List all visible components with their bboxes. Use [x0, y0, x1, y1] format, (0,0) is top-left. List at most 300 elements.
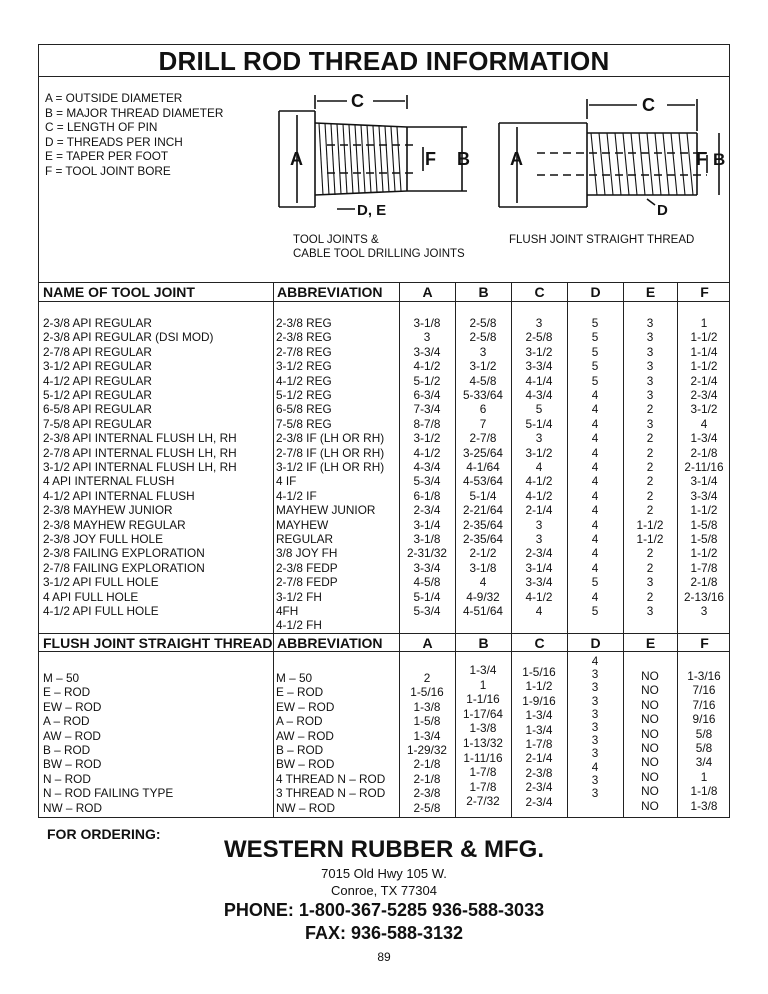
- table-cell: 5: [591, 359, 599, 374]
- table-cell: 2-5/8: [525, 330, 553, 345]
- table-cell: 1: [700, 316, 708, 330]
- table-cell: NO: [641, 755, 659, 770]
- table-cell: 4: [591, 517, 599, 532]
- table-cell: NW – ROD: [276, 800, 335, 815]
- table-row: [39, 561, 731, 575]
- table-cell: 2-7/8 FEDP: [276, 575, 338, 590]
- table-cell: 4: [591, 388, 599, 402]
- table-cell: 2: [646, 589, 654, 604]
- table-cell: 4: [479, 575, 487, 590]
- table-cell: 2-3/4: [690, 388, 718, 402]
- table-cell: 3-1/8: [413, 532, 441, 546]
- table-cell: 4: [591, 503, 599, 518]
- table-cell: 3-1/4: [690, 474, 718, 489]
- table-cell: NW – ROD: [43, 800, 102, 815]
- table-cell: 2-5/8: [469, 330, 497, 345]
- table-cell: 3: [479, 344, 487, 359]
- table-cell: 3-1/4: [413, 517, 441, 532]
- table-cell: 2-7/8 FAILING EXPLORATION: [43, 560, 205, 575]
- table-cell: 1-5/16: [522, 665, 556, 679]
- column-rule: [273, 283, 274, 818]
- table-cell: 5: [591, 373, 599, 388]
- table-cell: EW – ROD: [43, 699, 102, 714]
- pin-threads: [319, 123, 401, 195]
- table-cell: 1-13/32: [462, 736, 503, 750]
- table-cell: NO: [641, 697, 659, 712]
- column-header: B: [455, 283, 511, 302]
- table-cell: 3: [535, 532, 543, 546]
- table-cell: 5: [591, 344, 599, 359]
- table-cell: 4-1/2 IF: [276, 488, 317, 503]
- table-cell: 2-5/8: [469, 316, 497, 330]
- table-cell: MAYHEW: [276, 517, 329, 532]
- table-cell: 3-25/64: [462, 445, 503, 460]
- column-header: F: [677, 634, 731, 653]
- column-header: ABBREVIATION: [273, 634, 399, 653]
- label-f: F: [425, 149, 436, 169]
- table-row: [39, 590, 731, 604]
- table-cell: 4-1/2 REG: [276, 373, 332, 388]
- table-cell: 7-5/8 REG: [276, 416, 332, 431]
- table-cell: 3: [535, 517, 543, 532]
- table-cell: 2-1/4: [525, 751, 553, 766]
- column-header: C: [511, 634, 567, 653]
- table-cell: 3: [646, 330, 654, 345]
- table-row: [39, 474, 731, 488]
- table-cell: 4-53/64: [462, 474, 503, 489]
- table-cell: 1-1/2: [690, 359, 718, 374]
- table-cell: AW – ROD: [43, 728, 101, 743]
- table-cell: 6-5/8 API REGULAR: [43, 402, 152, 417]
- table-cell: 4: [700, 416, 708, 431]
- table-cell: MAYHEW JUNIOR: [276, 503, 376, 518]
- table-cell: 3: [591, 746, 599, 761]
- table-cell: N – ROD: [43, 771, 91, 786]
- table-cell: 4: [535, 604, 543, 618]
- column-header: F: [677, 283, 731, 302]
- table-cell: 3: [591, 720, 599, 734]
- table-cell: 3: [646, 359, 654, 374]
- table-cell: 4-1/2 API FULL HOLE: [43, 604, 159, 618]
- table-cell: 4-1/2: [525, 474, 553, 489]
- table-row: [39, 402, 731, 416]
- table-cell: 1-3/4: [413, 728, 441, 743]
- table-cell: 1-1/8: [690, 784, 718, 799]
- table-cell: 3: [535, 316, 543, 330]
- table-cell: 2-7/8 API REGULAR: [43, 344, 152, 359]
- table-cell: 2-3/8 API REGULAR: [43, 316, 152, 330]
- label-d-right: D: [657, 202, 668, 219]
- table-row: [39, 575, 731, 589]
- table-row: [39, 604, 731, 618]
- table-cell: 3-1/2: [525, 344, 553, 359]
- table-cell: 2-3/8 REG: [276, 330, 332, 345]
- table-cell: 1-7/8: [690, 560, 718, 575]
- table-cell: B – ROD: [43, 743, 91, 757]
- table-cell: 1-1/4: [690, 344, 718, 359]
- table-cell: E – ROD: [276, 685, 324, 700]
- table-cell: 2-3/8 REG: [276, 316, 332, 330]
- table-cell: 1-1/2: [525, 679, 553, 694]
- table-cell: 1-5/8: [413, 714, 441, 729]
- table-cell: 7: [479, 416, 487, 431]
- table-cell: 2-21/64: [462, 503, 503, 518]
- table-cell: 1-3/8: [690, 798, 718, 813]
- column-rule: [623, 283, 624, 818]
- label-f-right: F: [696, 149, 707, 169]
- table-cell: 4: [591, 431, 599, 446]
- table-cell: 2-35/64: [462, 532, 503, 546]
- label-de: D, E: [357, 202, 387, 219]
- table-cell: NO: [641, 712, 659, 727]
- legend-item: B = MAJOR THREAD DIAMETER: [45, 105, 224, 120]
- table-cell: 2-1/8: [690, 445, 718, 460]
- table-cell: 3-1/2: [690, 402, 718, 417]
- label-a-right: A: [510, 149, 523, 169]
- table-cell: 2-3/8 API INTERNAL FLUSH LH, RH: [43, 431, 237, 446]
- table-cell: BW – ROD: [276, 757, 335, 772]
- table-cell: 1-3/4: [525, 708, 553, 723]
- table-cell: 4: [591, 460, 599, 474]
- table-cell: 2-7/8 REG: [276, 344, 332, 359]
- phone-line: PHONE: 1-800-367-5285 936-588-3033: [223, 900, 545, 920]
- table-cell: 1-5/8: [690, 532, 718, 546]
- table-cell: 4: [591, 532, 599, 546]
- table-cell: 3: [646, 373, 654, 388]
- table-cell: REGULAR: [276, 532, 334, 546]
- table-cell: 1-5/8: [690, 517, 718, 532]
- table-cell: 5: [591, 316, 599, 330]
- table-cell: 4: [591, 560, 599, 575]
- table-cell: NO: [641, 741, 659, 755]
- table-row: [39, 503, 731, 517]
- table-cell: 8-7/8: [413, 416, 441, 431]
- table-cell: 1-1/2: [690, 330, 718, 345]
- column-rule: [677, 283, 678, 818]
- table-cell: 5/8: [695, 726, 713, 741]
- table-cell: 3-1/2 API REGULAR: [43, 359, 152, 374]
- table-cell: 4-1/2: [525, 488, 553, 503]
- table-cell: 4-1/2: [525, 589, 553, 604]
- table-cell: 9/16: [692, 712, 716, 727]
- table-cell: 2: [646, 431, 654, 446]
- legend-item: A = OUTSIDE DIAMETER: [45, 91, 183, 105]
- caption-line: CABLE TOOL DRILLING JOINTS: [293, 248, 465, 260]
- table-cell: 1-7/8: [525, 737, 553, 751]
- table-cell: 5-1/2 REG: [276, 388, 332, 402]
- table-cell: E – ROD: [43, 685, 91, 700]
- table-cell: 7/16: [692, 683, 716, 698]
- table-cell: 3-1/8: [413, 316, 441, 330]
- legend-item: F = TOOL JOINT BORE: [45, 163, 171, 178]
- table-row: [39, 417, 731, 431]
- table-cell: 2-3/8: [525, 765, 553, 780]
- table-cell: 3-3/4: [690, 488, 718, 503]
- table-cell: 3: [591, 772, 599, 787]
- thread-diagram: [267, 91, 727, 221]
- table-cell: 3: [700, 604, 708, 618]
- table-row: [39, 388, 731, 402]
- table-cell: 2-13/16: [683, 589, 724, 604]
- table-cell: 4-1/2: [413, 445, 441, 460]
- column-header: FLUSH JOINT STRAIGHT THREAD: [43, 635, 273, 651]
- table-cell: 4-1/2 API INTERNAL FLUSH: [43, 488, 195, 503]
- table-cell: 1-1/2: [636, 517, 664, 532]
- table-cell: 3-1/8: [469, 560, 497, 575]
- table-cell: 4-1/2 FH: [276, 618, 322, 633]
- table-cell: NO: [641, 683, 659, 698]
- company-name: WESTERN RUBBER & MFG.: [224, 836, 544, 863]
- table-cell: 3-1/2: [469, 359, 497, 374]
- table-cell: 4-3/4: [413, 460, 441, 474]
- diagram-caption-right: FLUSH JOINT STRAIGHT THREAD: [509, 234, 695, 246]
- table-cell: 1-3/8: [413, 699, 441, 714]
- table-cell: 3: [646, 604, 654, 618]
- table-row: [39, 374, 731, 388]
- table-row: [39, 518, 731, 532]
- table-cell: 2: [646, 445, 654, 460]
- table-cell: 2: [646, 488, 654, 503]
- column-header: D: [567, 634, 623, 653]
- table-cell: 5-1/4: [413, 589, 441, 604]
- table-cell: 3: [591, 733, 599, 748]
- fax-line: FAX: 936-588-3132: [304, 923, 464, 943]
- table-cell: 7-5/8 API REGULAR: [43, 416, 152, 431]
- table-cell: 2: [646, 546, 654, 561]
- column-header: B: [455, 634, 511, 653]
- column-header: E: [623, 634, 677, 653]
- table-cell: 2: [646, 503, 654, 518]
- table-cell: 3/8 JOY FH: [276, 546, 338, 561]
- table-cell: 4: [591, 445, 599, 460]
- table-cell: 3: [646, 316, 654, 330]
- table-cell: 1: [700, 769, 708, 784]
- table-cell: 5-33/64: [462, 388, 503, 402]
- table-cell: 5: [591, 575, 599, 590]
- table-cell: 1-7/8: [469, 779, 497, 794]
- table-cell: 1-3/8: [469, 721, 497, 736]
- table-cell: 4 THREAD N – ROD: [276, 771, 386, 786]
- table-row: [39, 532, 731, 546]
- table-cell: 2: [646, 474, 654, 489]
- table-cell: 3-3/4: [413, 560, 441, 575]
- column-header: E: [623, 283, 677, 302]
- table-cell: 1-1/2: [690, 546, 718, 561]
- table-cell: 4-1/2 API REGULAR: [43, 373, 152, 388]
- column-rule: [511, 283, 512, 818]
- table-cell: 4FH: [276, 604, 299, 618]
- table-cell: 2-3/4: [413, 503, 441, 518]
- table-cell: A – ROD: [276, 714, 323, 729]
- address-line-2: Conroe, TX 77304: [331, 883, 437, 898]
- label-b-right: B: [713, 150, 726, 169]
- table-cell: 4: [535, 460, 543, 474]
- table-cell: 5-1/4: [469, 488, 497, 503]
- table-cell: NO: [641, 784, 659, 799]
- table-cell: 4-1/2: [413, 359, 441, 374]
- table-row: [39, 431, 731, 445]
- table-cell: 2-3/8 MAYHEW REGULAR: [43, 517, 186, 532]
- table-cell: 5: [591, 604, 599, 618]
- table-cell: 3-1/2 API FULL HOLE: [43, 575, 159, 590]
- legend: [45, 91, 223, 178]
- table-cell: M – 50: [276, 671, 313, 685]
- table-cell: 4-1/4: [525, 373, 553, 388]
- address-line-1: 7015 Old Hwy 105 W.: [321, 866, 447, 881]
- table-cell: 3 THREAD N – ROD: [276, 786, 386, 801]
- label-b: B: [457, 149, 470, 169]
- table-cell: 4: [591, 654, 599, 668]
- table-row: [39, 546, 731, 560]
- table-cell: 4 IF: [276, 474, 297, 489]
- column-rule: [399, 283, 400, 818]
- table-cell: 7/16: [692, 697, 716, 712]
- table-cell: NO: [641, 769, 659, 784]
- table-cell: 2-31/32: [406, 546, 447, 561]
- table-cell: 6-3/4: [413, 388, 441, 402]
- legend-item: C = LENGTH OF PIN: [45, 120, 158, 134]
- table-cell: 5-1/2 API REGULAR: [43, 388, 152, 402]
- table1-header: [39, 283, 729, 302]
- table-cell: 5-3/4: [413, 474, 441, 489]
- table-cell: 1-3/4: [525, 722, 553, 737]
- table2-header: [39, 633, 729, 652]
- legend-item: D = THREADS PER INCH: [45, 134, 183, 149]
- table-cell: 6-5/8 REG: [276, 402, 332, 417]
- table-cell: 3: [591, 706, 599, 721]
- table-cell: 2-7/32: [466, 794, 500, 809]
- table-cell: 3/4: [695, 755, 713, 770]
- table-cell: 3-1/2 FH: [276, 589, 322, 604]
- table-cell: 6: [479, 402, 487, 417]
- table-cell: 1: [479, 677, 487, 692]
- table-cell: 1-9/16: [522, 693, 556, 708]
- table-cell: 3: [646, 388, 654, 402]
- column-header: A: [399, 283, 455, 302]
- table-cell: 2-1/8: [690, 575, 718, 590]
- table-cell: 3-1/2 API INTERNAL FLUSH LH, RH: [43, 460, 237, 474]
- table-cell: 1-7/8: [469, 765, 497, 780]
- table-cell: M – 50: [43, 671, 80, 685]
- table-cell: 3-3/4: [525, 575, 553, 590]
- table-cell: 4-5/8: [469, 373, 497, 388]
- table-cell: 4-51/64: [462, 604, 503, 618]
- table-cell: 2-3/8 API REGULAR (DSI MOD): [43, 330, 214, 345]
- table-cell: 3-1/2 REG: [276, 359, 332, 374]
- table-cell: 1-5/16: [410, 685, 444, 700]
- table-cell: 1-1/2: [690, 503, 718, 518]
- table-cell: 3: [591, 786, 599, 800]
- column-header: ABBREVIATION: [273, 283, 399, 302]
- table-cell: 2-5/8: [413, 800, 441, 815]
- table-cell: 2-3/4: [525, 546, 553, 561]
- table-cell: 2-7/8 IF (LH OR RH): [276, 445, 385, 460]
- table-cell: BW – ROD: [43, 757, 102, 772]
- label-c-right: C: [642, 95, 655, 115]
- table-cell: 2: [423, 671, 431, 685]
- table-cell: 2-7/8: [469, 431, 497, 446]
- info-sheet: [38, 44, 730, 818]
- table-cell: 2-3/8 FEDP: [276, 560, 338, 575]
- table-cell: 1-3/4: [690, 431, 718, 446]
- table-cell: 2-7/8 API INTERNAL FLUSH LH, RH: [43, 445, 237, 460]
- table-cell: 2-1/8: [413, 771, 441, 786]
- table-cell: 2-11/16: [684, 460, 724, 474]
- flush-threads: [591, 133, 693, 195]
- table-cell: 3: [591, 667, 599, 682]
- table-cell: B – ROD: [276, 743, 324, 757]
- column-rule: [567, 283, 568, 818]
- table-cell: 5/8: [695, 741, 713, 755]
- table-cell: 4: [591, 416, 599, 431]
- table-cell: 4: [591, 474, 599, 489]
- table-cell: 3-1/4: [525, 560, 553, 575]
- table-cell: A – ROD: [43, 714, 90, 729]
- table-cell: EW – ROD: [276, 699, 335, 714]
- table-cell: N – ROD FAILING TYPE: [43, 786, 174, 801]
- table-cell: 3: [591, 693, 599, 708]
- table-cell: 2-3/4: [525, 780, 553, 795]
- table-cell: 2-3/8 JOY FULL HOLE: [43, 532, 163, 546]
- table-row: [39, 316, 731, 330]
- table-cell: 5-3/4: [413, 604, 441, 618]
- table-cell: 3-1/2: [413, 431, 441, 446]
- page-number: 89: [377, 950, 391, 964]
- table-cell: NO: [641, 798, 659, 813]
- label-a: A: [290, 149, 303, 169]
- diagram-caption-left: [293, 233, 465, 261]
- table-row: [39, 359, 731, 373]
- table-cell: 5-1/4: [525, 416, 553, 431]
- table-cell: 2-1/4: [525, 503, 553, 518]
- table-cell: 2-3/8 MAYHEW JUNIOR: [43, 503, 173, 518]
- ordering-label: FOR ORDERING:: [47, 826, 161, 842]
- table-cell: 1-3/4: [469, 663, 497, 677]
- table-cell: 3: [646, 344, 654, 359]
- column-header: D: [567, 283, 623, 302]
- table-cell: 4: [591, 402, 599, 417]
- table-cell: 2: [646, 560, 654, 575]
- table-cell: 2: [646, 402, 654, 417]
- table-cell: 5: [591, 330, 599, 345]
- table-cell: 2-1/4: [690, 373, 718, 388]
- table-cell: 4: [591, 759, 599, 774]
- table-cell: 3-1/2 IF (LH OR RH): [276, 460, 385, 474]
- table-row: [39, 618, 731, 632]
- table-row: [39, 489, 731, 503]
- table-cell: 4-3/4: [525, 388, 553, 402]
- table-cell: 1-17/64: [462, 706, 503, 721]
- table-cell: 4-5/8: [413, 575, 441, 590]
- table-cell: 2-1/2: [469, 546, 497, 561]
- table-cell: 6-1/8: [413, 488, 441, 503]
- table-row: [39, 446, 731, 460]
- table-cell: 1-11/16: [463, 750, 503, 765]
- table-cell: 5: [535, 402, 543, 417]
- table-cell: 4 API INTERNAL FLUSH: [43, 474, 175, 489]
- table-row: [39, 345, 731, 359]
- table-cell: NO: [641, 726, 659, 741]
- legend-item: E = TAPER PER FOOT: [45, 149, 169, 163]
- table-cell: 4-1/64: [466, 460, 500, 474]
- table-cell: 2-3/8 FAILING EXPLORATION: [43, 546, 205, 561]
- table-cell: 1-1/2: [636, 532, 664, 546]
- table-cell: 2-35/64: [462, 517, 503, 532]
- table-cell: 3-3/4: [525, 359, 553, 374]
- table-row: [39, 460, 731, 474]
- column-header: NAME OF TOOL JOINT: [43, 284, 195, 300]
- table-cell: 3-3/4: [413, 344, 441, 359]
